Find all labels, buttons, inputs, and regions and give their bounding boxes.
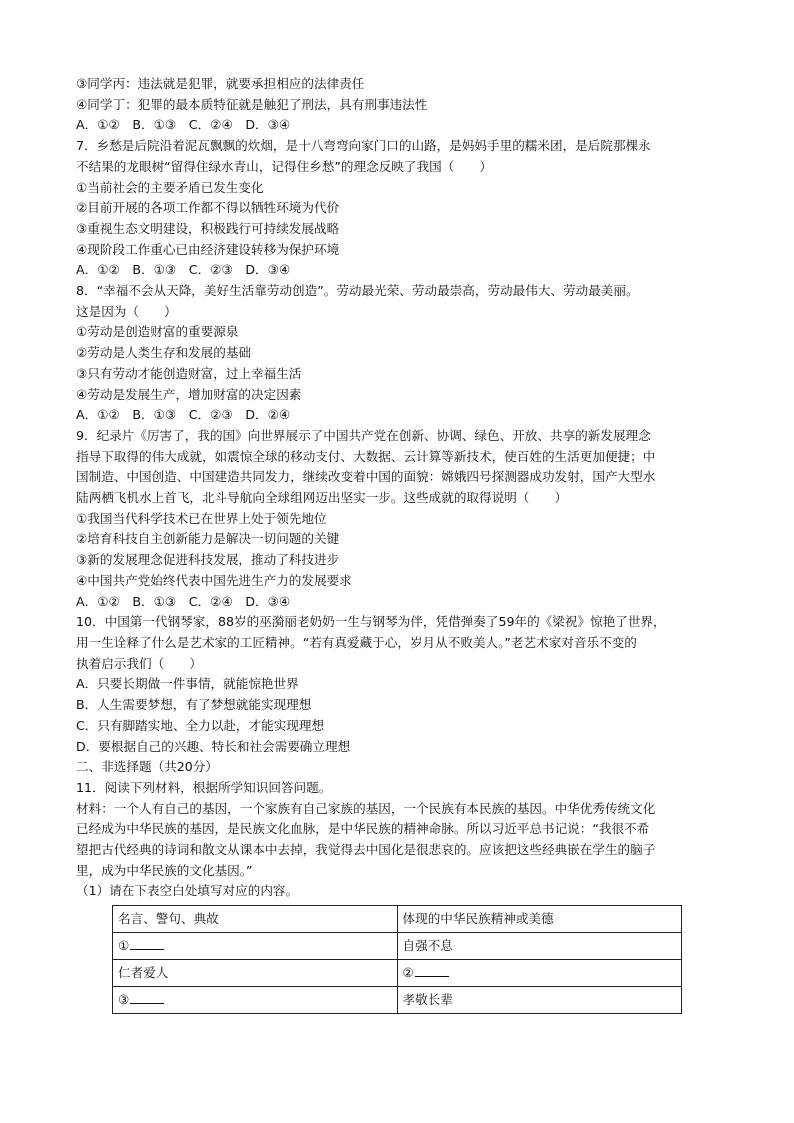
q9-option-2: ②培育科技自主创新能力是解决一切问题的关键 <box>76 531 340 547</box>
table-cell <box>397 960 682 987</box>
q11-stem: 11．阅读下列材料，根据所学知识回答问题。 <box>76 779 332 795</box>
q9-option-3: ③新的发展理念促进科技发展，推动了科技进步 <box>76 552 340 568</box>
q11-subquestion-1: （1）请在下表空白处填写对应的内容。 <box>76 883 299 899</box>
exam-page <box>76 74 716 1014</box>
q9-option-1: ①我国当代科学技术已在世界上处于领先地位 <box>76 510 327 526</box>
table-row <box>113 933 682 960</box>
q11-material-line-2: 已经成为中华民族的基因，是民族文化血脉，是中华民族的精神命脉。所以习近平总书记说：“我很不希 <box>76 821 650 837</box>
q10-stem-line-3: 执着启示我们（ ） <box>76 655 202 671</box>
q8-choices: A．①② B．①③ C．②③ D．②④ <box>76 407 291 423</box>
table-header-cell: 体现的中华民族精神或美德 <box>397 906 682 933</box>
q6-choices: A．①② B．①③ C．②④ D．③④ <box>76 117 291 133</box>
blank-number: ① <box>118 937 130 953</box>
table-cell: 孝敬长辈 <box>397 987 682 1014</box>
section-2-heading: 二、非选择题（共20分） <box>76 759 218 775</box>
q8-option-4: ④劳动是发展生产，增加财富的决定因素 <box>76 386 302 402</box>
table-cell: 自强不息 <box>397 933 682 960</box>
table-row <box>113 960 682 987</box>
q9-choices: A．①② B．①③ C．②④ D．③④ <box>76 593 291 609</box>
q7-stem-line-2: 不结果的龙眼树“留得住绿水青山，记得住乡愁”的理念反映了我国（ ） <box>76 158 493 174</box>
q7-option-2: ②目前开展的各项工作都不得以牺牲环境为代价 <box>76 200 340 216</box>
q8-stem-line-1: 8．“幸福不会从天降，美好生活靠劳动创造”。劳动最光荣、劳动最崇高，劳动最伟大、劳动最美丽。 <box>76 283 639 299</box>
table-cell <box>113 987 398 1014</box>
table-cell <box>113 933 398 960</box>
q11-material-line-4: 里，成为中华民族的文化基因。” <box>76 862 253 878</box>
table-header-row <box>113 906 682 933</box>
table-header-cell: 名言、警句、典故 <box>113 906 398 933</box>
q9-stem-line-4: 陆两栖飞机水上首飞，北斗导航向全球组网迈出坚实一步。这些成就的取得说明（ ） <box>76 490 568 506</box>
answer-table <box>112 905 682 1014</box>
q6-option-3: ③同学丙：违法就是犯罪，就要承担相应的法律责任 <box>76 76 365 91</box>
q7-option-4: ④现阶段工作重心已由经济建设转移为保护环境 <box>76 241 340 257</box>
answer-blank[interactable] <box>130 937 164 950</box>
q10-stem-line-2: 用一生诠释了什么是艺术家的工匠精神。“若有真爱藏于心，岁月从不败美人。”老艺术家对音乐不变的 <box>76 634 637 650</box>
table-row <box>113 987 682 1014</box>
q10-stem-line-1: 10．中国第一代钢琴家，88岁的巫漪丽老奶奶一生与钢琴为伴，凭借弹奏了59年的《梁祝》惊艳了世界， <box>76 614 666 630</box>
answer-blank[interactable] <box>415 964 449 977</box>
q8-option-2: ②劳动是人类生存和发展的基础 <box>76 345 252 361</box>
q10-option-b: B．人生需要梦想，有了梦想就能实现理想 <box>76 697 312 713</box>
q8-option-1: ①劳动是创造财富的重要源泉 <box>76 324 239 340</box>
blank-number: ③ <box>118 991 130 1007</box>
q9-option-4: ④中国共产党始终代表中国先进生产力的发展要求 <box>76 572 352 588</box>
q7-choices: A．①② B．①③ C．②③ D．③④ <box>76 262 291 278</box>
q9-stem-line-3: 国制造、中国创造、中国建造共同发力，继续改变着中国的面貌：嫦娥四号探测器成功发射，国产大型水 <box>76 469 656 485</box>
q7-option-3: ③重视生态文明建设，积极践行可持续发展战略 <box>76 220 340 236</box>
q8-stem-line-2: 这是因为（ ） <box>76 303 177 319</box>
q10-option-c: C．只有脚踏实地、全力以赴，才能实现理想 <box>76 717 325 733</box>
q7-option-1: ①当前社会的主要矛盾已发生变化 <box>76 179 264 195</box>
q7-stem-line-1: 7．乡愁是后院沿着泥瓦飘飘的炊烟，是十八弯弯向家门口的山路，是妈妈手里的糯米团，是后院那棵永 <box>76 138 651 154</box>
q9-stem-line-2: 指导下取得的伟大成就，如震惊全球的移动支付、大数据、云计算等新技术，使百姓的生活更加便捷；中 <box>76 448 656 464</box>
q11-material-line-3: 望把古代经典的诗词和散文从课本中去掉，我觉得去中国化是很悲哀的。应该把这些经典嵌在学生的脑子 <box>76 842 656 858</box>
q9-stem-line-1: 9．纪录片《厉害了，我的国》向世界展示了中国共产党在创新、协调、绿色、开放、共享的新发展理念 <box>76 427 651 443</box>
blank-number: ② <box>402 964 414 980</box>
q11-material-line-1: 材料：一个人有自己的基因，一个家族有自己家族的基因，一个民族有本民族的基因。中华优秀传统文化 <box>76 800 656 816</box>
answer-blank[interactable] <box>130 991 164 1004</box>
q10-option-a: A．只要长期做一件事情，就能惊艳世界 <box>76 676 299 692</box>
q10-option-d: D．要根据自己的兴趣、特长和社会需要确立理想 <box>76 738 351 754</box>
q6-option-4: ④同学丁：犯罪的最本质特征就是触犯了刑法，具有刑事违法性 <box>76 96 428 112</box>
table-cell: 仁者爱人 <box>113 960 398 987</box>
q8-option-3: ③只有劳动才能创造财富，过上幸福生活 <box>76 365 302 381</box>
